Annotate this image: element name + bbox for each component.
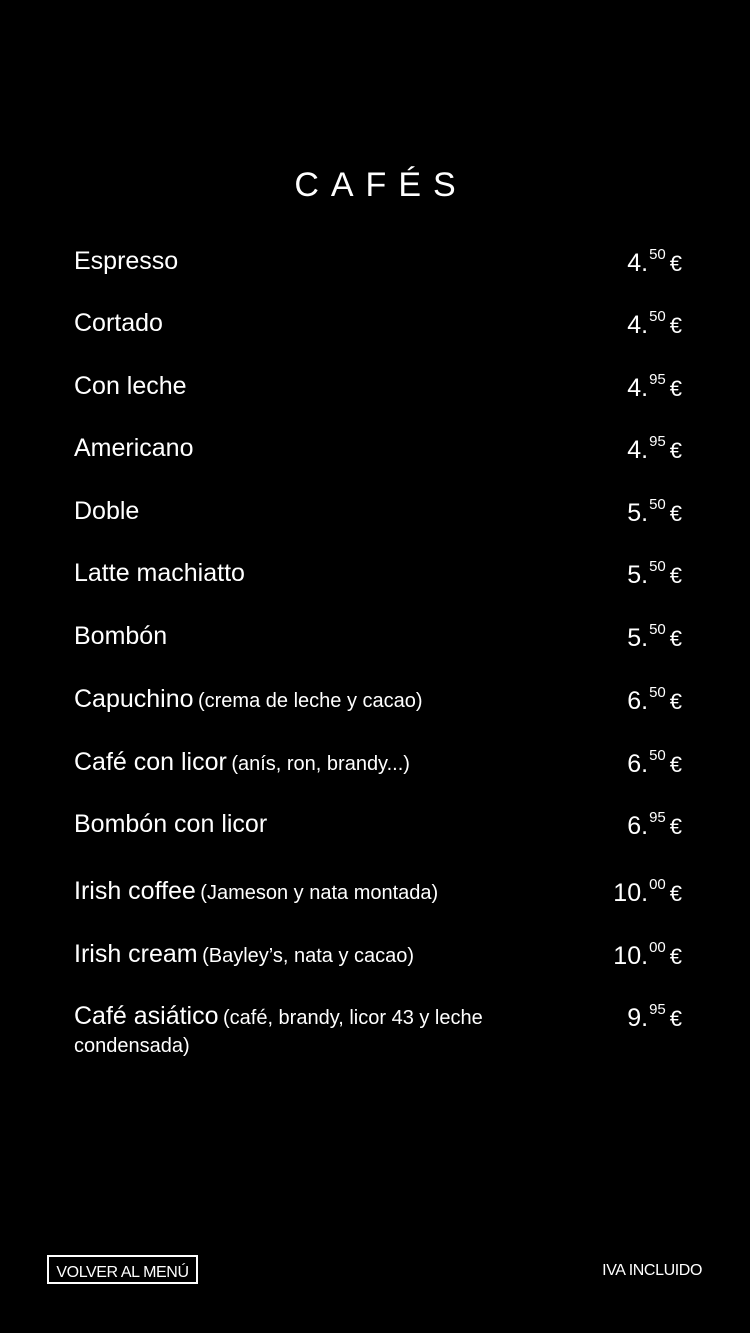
currency-symbol: € [669, 251, 682, 276]
currency-symbol: € [669, 1006, 682, 1031]
price-integer: 4. [627, 249, 649, 277]
menu-item [74, 623, 684, 687]
price-decimals: 50 [649, 558, 666, 575]
menu-item [74, 811, 684, 875]
menu-item-price [627, 248, 682, 282]
menu-item-text [74, 498, 544, 528]
price-decimals: 50 [649, 621, 666, 638]
page-title: CAFÉS [294, 166, 468, 204]
price-decimals: 95 [649, 433, 666, 450]
menu-item-text [74, 435, 544, 465]
menu-item-name: Café asiático [74, 1002, 219, 1030]
menu-item-text [74, 749, 544, 779]
menu-item [74, 941, 684, 1005]
menu-item-name: Café con licor [74, 748, 227, 776]
currency-symbol: € [669, 814, 682, 839]
menu-item-text [74, 560, 544, 590]
menu-item-price [627, 686, 682, 720]
menu-item [74, 560, 684, 624]
menu-item-text [74, 1003, 544, 1061]
menu-item-text [74, 811, 544, 841]
currency-symbol: € [669, 563, 682, 588]
menu-item-text [74, 373, 544, 403]
menu-item-detail: (café, brandy, licor 43 y leche condensada) [74, 1007, 483, 1057]
menu-item-text [74, 686, 544, 716]
price-integer: 5. [627, 624, 649, 652]
menu-item [74, 878, 684, 942]
price-integer: 6. [627, 812, 649, 840]
menu-item-detail: (Bayley’s, nata y cacao) [202, 945, 415, 967]
price-integer: 10. [613, 879, 649, 907]
currency-symbol: € [669, 881, 682, 906]
menu-item-name: Capuchino [74, 685, 194, 713]
menu-item [74, 686, 684, 750]
price-integer: 6. [627, 750, 649, 778]
menu-item-price [627, 811, 682, 845]
menu-item-text [74, 310, 544, 340]
price-decimals: 00 [649, 876, 666, 893]
menu-item-price [627, 498, 682, 532]
menu-item-detail: (Jameson y nata montada) [200, 882, 439, 904]
price-integer: 5. [627, 499, 649, 527]
menu-item-name: Bombón con licor [74, 810, 268, 838]
currency-symbol: € [669, 501, 682, 526]
menu-item-text [74, 941, 544, 971]
currency-symbol: € [669, 689, 682, 714]
menu-item-price [627, 749, 682, 783]
menu-item [74, 749, 684, 813]
menu-item-text [74, 248, 544, 278]
menu-item-name: Americano [74, 434, 194, 462]
menu-item-price [627, 310, 682, 344]
price-integer: 6. [627, 687, 649, 715]
menu-item-price [627, 623, 682, 657]
currency-symbol: € [669, 752, 682, 777]
price-integer: 4. [627, 374, 649, 402]
currency-symbol: € [669, 944, 682, 969]
tax-included-note: IVA INCLUIDO [602, 1262, 702, 1279]
menu-item-name: Espresso [74, 247, 179, 275]
menu-item-name: Irish coffee [74, 877, 196, 905]
menu-item-price [627, 560, 682, 594]
menu-item-price [613, 941, 682, 975]
menu-item-text [74, 623, 544, 653]
price-integer: 5. [627, 561, 649, 589]
price-integer: 9. [627, 1004, 649, 1032]
price-integer: 4. [627, 436, 649, 464]
price-decimals: 50 [649, 246, 666, 263]
menu-item [74, 248, 684, 312]
price-integer: 10. [613, 942, 649, 970]
menu-item-name: Cortado [74, 309, 163, 337]
menu-item [74, 435, 684, 499]
currency-symbol: € [669, 376, 682, 401]
price-decimals: 50 [649, 684, 666, 701]
menu-item-detail: (crema de leche y cacao) [197, 690, 423, 712]
menu-item [74, 310, 684, 374]
menu-item-name: Irish cream [74, 940, 198, 968]
menu-item-detail: (anís, ron, brandy...) [231, 753, 410, 775]
price-decimals: 50 [649, 308, 666, 325]
price-decimals: 95 [649, 371, 666, 388]
price-integer: 4. [627, 311, 649, 339]
menu-item [74, 498, 684, 562]
currency-symbol: € [669, 626, 682, 651]
menu-item [74, 1003, 684, 1067]
menu-item [74, 373, 684, 437]
menu-item-name: Latte machiatto [74, 559, 245, 587]
price-decimals: 50 [649, 496, 666, 513]
price-decimals: 95 [649, 1001, 666, 1018]
menu-item-name: Con leche [74, 372, 187, 400]
menu-item-price [613, 878, 682, 912]
menu-item-price [627, 435, 682, 469]
menu-item-text [74, 878, 544, 908]
menu-item-name: Bombón [74, 622, 168, 650]
currency-symbol: € [669, 313, 682, 338]
menu-item-price [627, 1003, 682, 1037]
menu-item-name: Doble [74, 497, 140, 525]
price-decimals: 00 [649, 939, 666, 956]
currency-symbol: € [669, 438, 682, 463]
price-decimals: 50 [649, 747, 666, 764]
back-to-menu-button[interactable]: VOLVER AL MENÚ [47, 1255, 198, 1284]
menu-item-price [627, 373, 682, 407]
price-decimals: 95 [649, 809, 666, 826]
